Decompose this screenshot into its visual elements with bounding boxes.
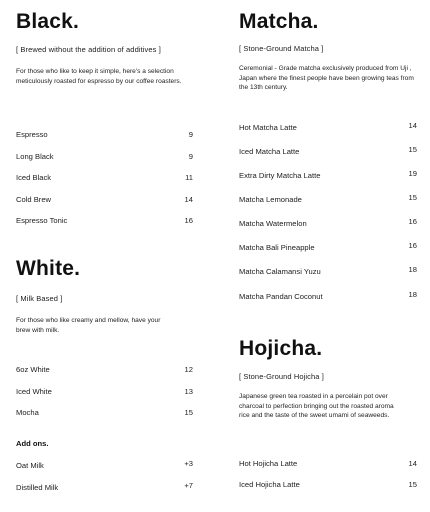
menu-item-name: Long Black (16, 152, 54, 161)
menu-item-name: Cold Brew (16, 195, 52, 204)
menu-item-price: 19 (408, 169, 417, 178)
menu-item-price: 18 (408, 290, 417, 299)
addon-item-name: Distilled Milk (16, 483, 59, 492)
menu-item-price: 14 (408, 459, 417, 468)
menu-item-name: Iced Matcha Latte (239, 147, 300, 156)
menu-item-price: 11 (185, 173, 193, 182)
black-section-description: For those who like to keep it simple, here's a selection meticulously roasted for espresso by our coffee roasters. (16, 68, 182, 85)
menu-item-price: 13 (184, 387, 193, 396)
menu-item-name: Mocha (16, 408, 39, 417)
menu-item-name: Hot Hojicha Latte (239, 459, 298, 468)
addon-item-name: Oat Milk (16, 461, 44, 470)
menu-item-price: 12 (184, 365, 193, 374)
matcha-section-title: Matcha. (239, 10, 319, 33)
menu-item-name: Iced Hojicha Latte (239, 480, 300, 489)
white-section-subtitle: [ Milk Based ] (16, 294, 63, 303)
menu-item-price: 9 (188, 130, 193, 139)
menu-item-price: 16 (408, 217, 417, 226)
menu-item-price: 9 (188, 152, 193, 161)
menu-item-name: Matcha Bali Pineapple (239, 243, 315, 252)
menu-item-name: Espresso (16, 130, 48, 139)
addon-item-price: +7 (184, 481, 193, 490)
matcha-section-description: Ceremonial - Grade matcha exclusively produced from Uji , Japan where the finest people have been growing teas from the 13th century. (239, 65, 414, 91)
menu-item-price: 14 (184, 195, 193, 204)
hojicha-section-subtitle: [ Stone-Ground Hojicha ] (239, 372, 324, 381)
menu-item-name: Matcha Calamansi Yuzu (239, 267, 321, 276)
menu-item-name: Extra Dirty Matcha Latte (239, 171, 321, 180)
menu-item-name: Iced White (16, 387, 52, 396)
addons-title: Add ons. (16, 439, 49, 448)
menu-item-name: Iced Black (16, 173, 52, 182)
white-section-title: White. (16, 257, 81, 280)
menu-item-price: 15 (184, 408, 193, 417)
menu-item-name: Matcha Watermelon (239, 219, 307, 228)
hojicha-section-description: Japanese green tea roasted in a percelain pot over charcoal to perfection bringing out the roasted aroma rice and the taste of the sweet umami of seaweeds. (239, 393, 394, 419)
white-section-description: For those who like creamy and mellow, have your brew with milk. (16, 317, 161, 334)
menu-item-price: 16 (184, 216, 193, 225)
menu-item-name: Hot Matcha Latte (239, 123, 297, 132)
menu-item-price: 14 (408, 121, 417, 130)
hojicha-section-title: Hojicha. (239, 337, 323, 360)
menu-item-name: Matcha Lemonade (239, 195, 302, 204)
menu-item-price: 15 (408, 145, 417, 154)
black-section-subtitle: [ Brewed without the addition of additives ] (16, 45, 161, 54)
menu-item-name: 6oz White (16, 365, 50, 374)
menu-item-price: 16 (408, 241, 417, 250)
menu-item-name: Espresso Tonic (16, 216, 68, 225)
menu-item-price: 15 (408, 480, 417, 489)
menu-item-price: 15 (408, 193, 417, 202)
addon-item-price: +3 (184, 459, 193, 468)
black-section-title: Black. (16, 10, 80, 33)
menu-item-price: 18 (408, 265, 417, 274)
menu-item-name: Matcha Pandan Coconut (239, 292, 323, 301)
matcha-section-subtitle: [ Stone-Ground Matcha ] (239, 44, 324, 53)
